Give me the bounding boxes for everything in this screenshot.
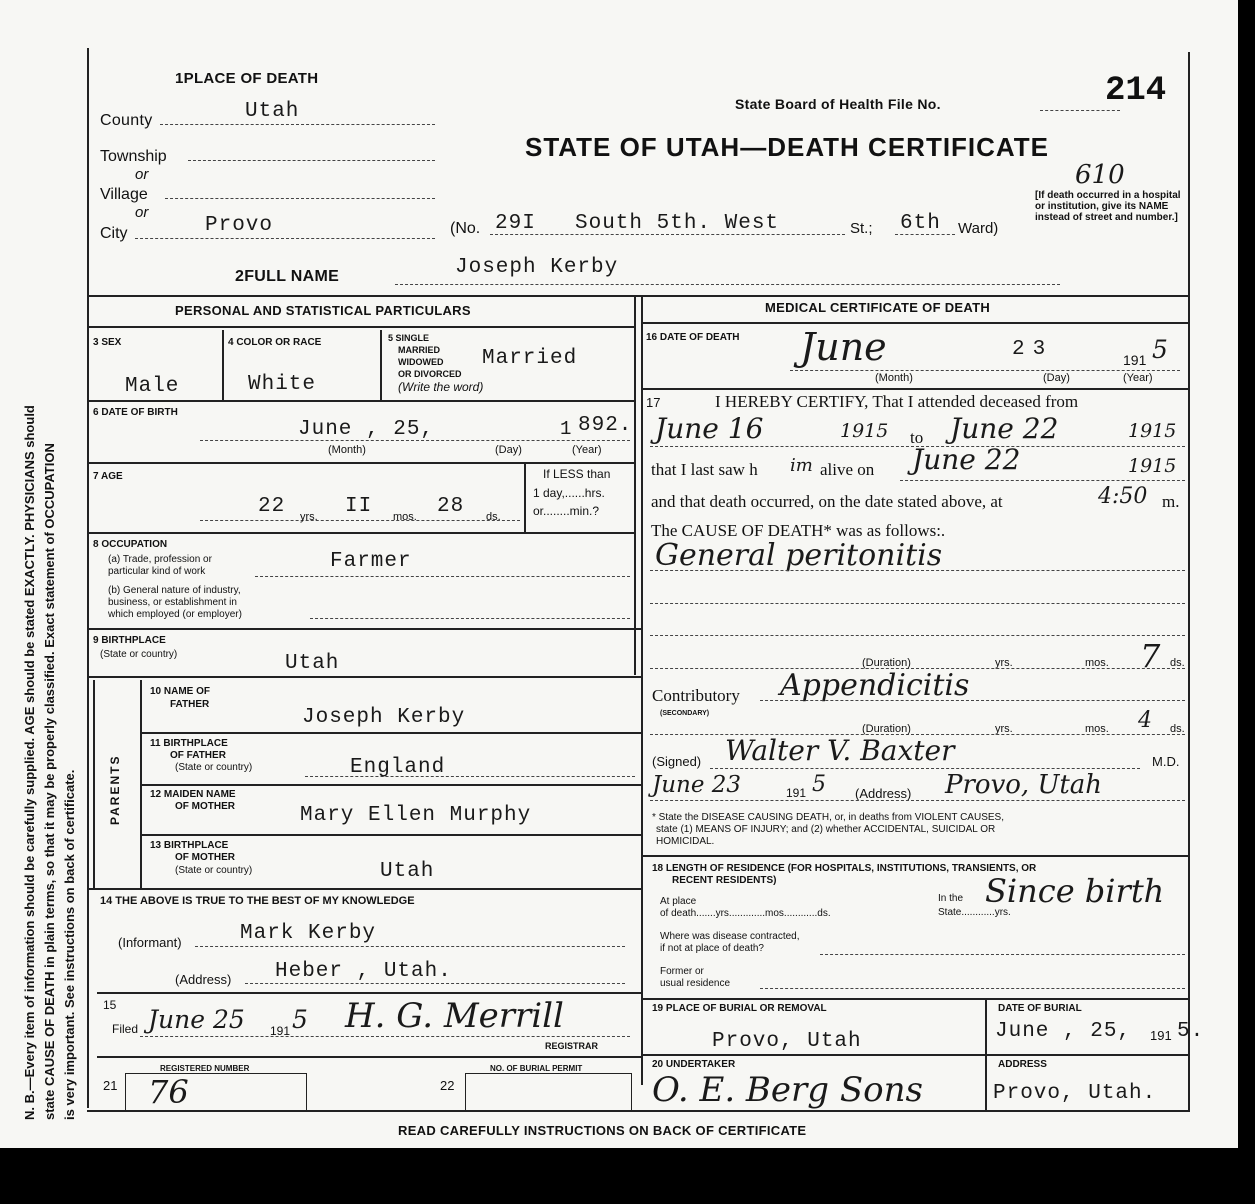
dod-label: 16 DATE OF DEATH: [646, 332, 740, 343]
item-17-number: 17: [646, 395, 661, 410]
marital-label-1: 5 SINGLE: [388, 333, 430, 343]
cause-label: The CAUSE OF DEATH* was as follows:.: [651, 521, 946, 540]
registrar-signature: H. G. Merrill: [345, 996, 564, 1036]
residence-label-1: 18 LENGTH OF RESIDENCE (FOR HOSPITALS, INSTITUTIONS, TRANSIENTS, OR: [652, 863, 1037, 874]
registered-number-value: 76: [148, 1073, 189, 1111]
duration-mos-label-1: mos.: [1085, 657, 1109, 669]
file-no-label: State Board of Health File No.: [735, 96, 941, 112]
burial-date-value: June , 25,: [995, 1020, 1132, 1043]
informant-address-label: (Address): [175, 972, 232, 987]
street-name: South 5th. West: [575, 212, 780, 235]
personal-section-title: PERSONAL AND STATISTICAL PARTICULARS: [175, 303, 471, 318]
attended-from-year: 1915: [840, 420, 889, 442]
mother-bp-label-3: (State or country): [175, 865, 253, 876]
to-label: to: [910, 428, 924, 447]
mother-bp-label-2: OF MOTHER: [175, 852, 235, 863]
age-mos-label: mos.: [393, 511, 417, 523]
occupation-b-2: business, or establishment in: [108, 597, 237, 608]
marital-label-4: OR DIVORCED: [398, 369, 462, 379]
filed-label: Filed: [112, 1022, 139, 1036]
birthplace-label-1: 9 BIRTHPLACE: [93, 635, 166, 646]
former-residence-2: usual residence: [660, 978, 731, 989]
contributory-label: Contributory: [652, 686, 740, 705]
father-label-2: FATHER: [170, 699, 210, 710]
margin-note-1: N. B.—Every item of information should be carefully supplied. AGE should be stated EXACTLY. PHYSICIANS should: [22, 405, 37, 1120]
footer-instructions: READ CAREFULLY INSTRUCTIONS ON BACK OF CERTIFICATE: [398, 1123, 807, 1138]
city-label: City: [100, 225, 128, 242]
occupation-label: 8 OCCUPATION: [93, 539, 168, 550]
occupation-a-2: particular kind of work: [108, 566, 206, 577]
birthplace-value: Utah: [285, 652, 340, 675]
burial-place-value: Provo, Utah: [712, 1030, 862, 1053]
village-label: Village: [100, 186, 148, 203]
dob-year: 892.: [578, 414, 633, 437]
color-value: White: [248, 373, 317, 396]
less-than-1: If LESS than: [543, 467, 611, 481]
local-number: 610: [1075, 160, 1125, 190]
dod-year: 5: [1152, 335, 1168, 364]
dod-day-label: (Day): [1043, 372, 1070, 384]
duration-yrs-label-1: yrs.: [995, 657, 1013, 669]
street-number: 29I: [495, 212, 536, 235]
father-label-1: 10 NAME OF: [150, 686, 211, 697]
hospital-note: [If death occurred in a hospital or institution, give its NAME instead of street and number.]: [1035, 190, 1181, 223]
burial-permit-label: NO. OF BURIAL PERMIT: [490, 1064, 583, 1073]
contracted-1: Where was disease contracted,: [660, 931, 800, 942]
occupation-b-3: which employed (or employer): [108, 609, 242, 620]
undertaker-address-label: ADDRESS: [998, 1059, 1047, 1070]
duration-label-2: (Duration): [862, 723, 911, 735]
ward-value: 6th: [900, 212, 941, 235]
certificate-title: STATE OF UTAH—DEATH CERTIFICATE: [525, 132, 1049, 162]
filed-date: June 25: [148, 1005, 245, 1034]
burial-year-prefix: 191: [1150, 1028, 1172, 1043]
margin-note-2: state CAUSE OF DEATH in plain terms, so that it may be properly classified. Exact statement of OCCUPATION: [42, 443, 57, 1120]
undertaker-signature: O. E. Berg Sons: [652, 1070, 923, 1110]
former-residence-1: Former or: [660, 966, 704, 977]
father-bp-label-2: OF FATHER: [170, 750, 226, 761]
dob-label: 6 DATE OF BIRTH: [93, 407, 178, 418]
death-time: 4:50: [1098, 484, 1148, 509]
residence-label-2: RECENT RESIDENTS): [672, 875, 777, 886]
age-yrs-label: yrs.: [300, 511, 318, 523]
age-days: 28: [437, 495, 465, 518]
dob-day-label: (Day): [495, 444, 522, 456]
undertaker-label: 20 UNDERTAKER: [652, 1059, 736, 1070]
attended-to-year: 1915: [1128, 420, 1177, 442]
burial-date-label: DATE OF BURIAL: [998, 1003, 1082, 1014]
contributory-value: Appendicitis: [780, 668, 970, 703]
township-label: Township: [100, 148, 167, 165]
father-bp-label-3: (State or country): [175, 762, 253, 773]
signed-date: June 23: [652, 772, 742, 798]
dob-year-prefix: 1: [560, 418, 573, 440]
footnote-1: * State the DISEASE CAUSING DEATH, or, in deaths from VIOLENT CAUSES,: [652, 812, 1004, 823]
parents-vertical-label: PARENTS: [108, 754, 122, 825]
mother-value: Mary Ellen Murphy: [300, 804, 532, 827]
last-saw-pre: that I last saw h: [651, 460, 758, 479]
full-name-value: Joseph Kerby: [455, 256, 619, 279]
occupation-value: Farmer: [330, 550, 412, 573]
undertaker-address-value: Provo, Utah.: [993, 1082, 1157, 1105]
dob-month-day: June , 25,: [298, 418, 435, 441]
duration-label-1: (Duration): [862, 657, 911, 669]
signed-address-value: Provo, Utah: [945, 770, 1103, 800]
occupation-b-1: (b) General nature of industry,: [108, 585, 241, 596]
dod-month-label: (Month): [875, 372, 913, 384]
birthplace-label-2: (State or country): [100, 649, 178, 660]
attended-to: June 22: [950, 412, 1059, 445]
dod-month: June: [800, 325, 887, 369]
last-saw-date: June 22: [912, 443, 1021, 476]
less-than-3: or........min.?: [533, 504, 600, 518]
certify-text: I HEREBY CERTIFY, That I attended deceased from: [715, 392, 1079, 411]
secondary-label: (SECONDARY): [660, 710, 710, 717]
dob-month-label: (Month): [328, 444, 366, 456]
signed-address-label: (Address): [855, 786, 912, 801]
age-label: 7 AGE: [93, 471, 123, 482]
duration-days: 7: [1140, 637, 1161, 675]
occupation-a-1: (a) Trade, profession or: [108, 554, 212, 565]
age-ds-label: ds.: [486, 511, 501, 523]
dod-year-label: (Year): [1123, 372, 1153, 384]
county-label: County: [100, 112, 153, 129]
margin-note-3: is very important. See instructions on back of certificate.: [62, 769, 77, 1120]
signed-label: (Signed): [652, 754, 702, 769]
contracted-2: if not at place of death?: [660, 943, 764, 954]
residence-value: Since birth: [985, 872, 1165, 910]
father-bp-label-1: 11 BIRTHPLACE: [150, 738, 228, 749]
burial-permit-field: 22: [440, 1078, 455, 1093]
marital-value: Married: [482, 347, 578, 370]
duration-yrs-label-2: yrs.: [995, 723, 1013, 735]
burial-place-label: 19 PLACE OF BURIAL OR REMOVAL: [652, 1003, 827, 1014]
file-number: 214: [1105, 72, 1167, 110]
mother-birthplace-value: Utah: [380, 860, 435, 883]
father-birthplace-value: England: [350, 756, 446, 779]
or-label-2: or: [135, 204, 149, 221]
filed-number: 15: [103, 998, 117, 1012]
death-occurred-text: and that death occurred, on the date stated above, at: [651, 492, 1003, 511]
age-months: II: [345, 495, 373, 518]
mother-label-1: 12 MAIDEN NAME: [150, 789, 236, 800]
signed-year-prefix: 191: [786, 786, 807, 800]
dod-day: 23: [1012, 338, 1054, 361]
street-no-label: (No.: [450, 220, 481, 237]
informant-value: Mark Kerby: [240, 922, 377, 945]
duration-ds-label-1: ds.: [1170, 657, 1185, 669]
color-label: 4 COLOR OR RACE: [228, 337, 322, 348]
st-label: St.;: [850, 220, 873, 237]
registered-number-label: REGISTERED NUMBER: [160, 1064, 250, 1073]
attended-from: June 16: [655, 412, 764, 445]
physician-signature: Walter V. Baxter: [725, 734, 955, 767]
registrar-label: REGISTRAR: [545, 1041, 599, 1051]
at-place-2: of death.......yrs.............mos............ds.: [660, 908, 831, 919]
filed-year: 5: [292, 1005, 308, 1034]
full-name-label: 2FULL NAME: [235, 268, 340, 285]
last-saw-post: alive on: [820, 460, 875, 479]
footnote-2: state (1) MEANS OF INJURY; and (2) whether ACCIDENTAL, SUICIDAL OR: [656, 824, 996, 835]
mother-label-2: OF MOTHER: [175, 801, 235, 812]
true-statement-label: 14 THE ABOVE IS TRUE TO THE BEST OF MY KNOWLEDGE: [100, 895, 415, 907]
city-value: Provo: [205, 214, 274, 237]
sex-label: 3 SEX: [93, 337, 122, 348]
cause-value: General peritonitis: [655, 538, 943, 573]
age-years: 22: [258, 495, 286, 518]
marital-label-2: MARRIED: [398, 345, 440, 355]
less-than-2: 1 day,......hrs.: [533, 486, 605, 500]
in-state-2: State............yrs.: [938, 907, 1011, 918]
place-of-death-label: 1PLACE OF DEATH: [175, 70, 319, 87]
signed-year: 5: [812, 772, 826, 797]
footnote-3: HOMICIDAL.: [656, 836, 715, 847]
registered-number-field: 21: [103, 1078, 118, 1093]
father-value: Joseph Kerby: [302, 706, 466, 729]
informant-address-value: Heber , Utah.: [275, 960, 452, 983]
mother-bp-label-1: 13 BIRTHPLACE: [150, 840, 229, 851]
county-value: Utah: [245, 100, 300, 123]
filed-year-prefix: 191: [270, 1024, 291, 1038]
duration-mos-label-2: mos.: [1085, 723, 1109, 735]
at-place-1: At place: [660, 896, 697, 907]
sex-value: Male: [125, 375, 180, 398]
burial-permit-box: [465, 1073, 632, 1111]
death-time-unit: m.: [1162, 492, 1180, 511]
informant-label: (Informant): [118, 935, 182, 950]
dob-year-label: (Year): [572, 444, 602, 456]
ward-label: Ward): [958, 220, 999, 237]
md-label: M.D.: [1152, 754, 1180, 769]
dod-year-prefix: 191: [1123, 352, 1147, 368]
duration-ds-label-2: ds.: [1170, 723, 1185, 735]
last-saw-pronoun: im: [790, 455, 813, 476]
medical-section-title: MEDICAL CERTIFICATE OF DEATH: [765, 300, 991, 315]
last-saw-year: 1915: [1128, 455, 1177, 477]
burial-year-value: 5.: [1177, 1020, 1205, 1043]
marital-note: (Write the word): [398, 380, 484, 394]
in-state-1: In the: [938, 893, 964, 904]
contributory-mos: 4: [1138, 708, 1152, 733]
marital-label-3: WIDOWED: [398, 357, 444, 367]
or-label-1: or: [135, 166, 149, 183]
